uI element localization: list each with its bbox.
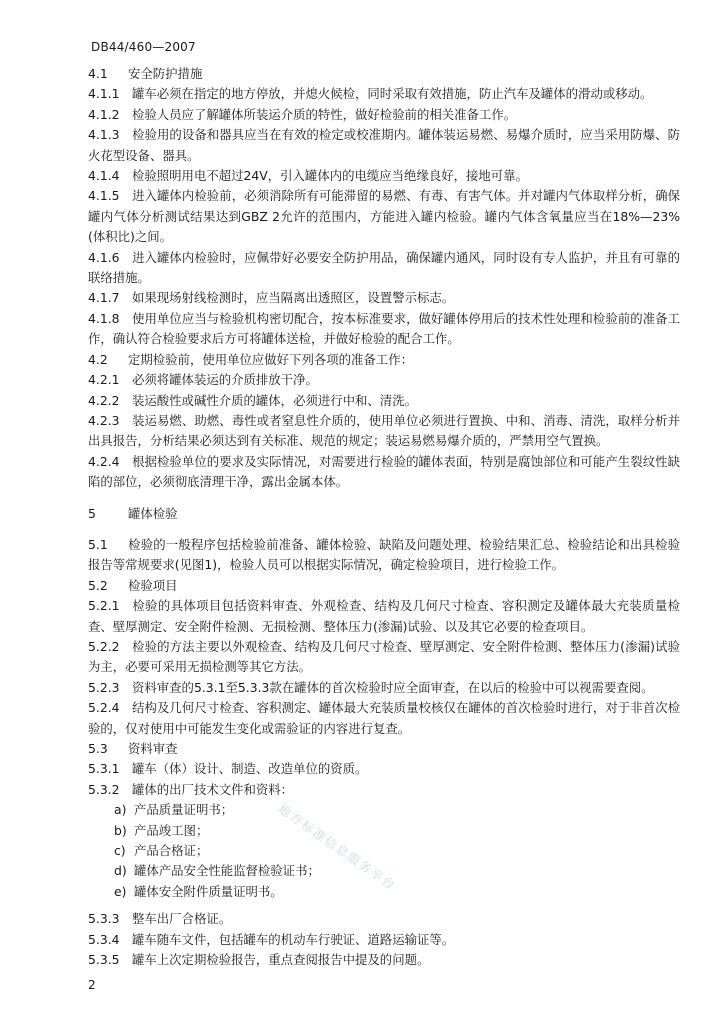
clause-paragraph (88, 637, 680, 678)
list-text: 罐体产品安全性能监督检验证书； (134, 863, 320, 879)
list-text: 产品质量证明书； (134, 802, 234, 818)
standard-code-header: DB44/460—2007 (91, 40, 196, 54)
clause-paragraph (88, 370, 680, 390)
clause-number: 4.1.5 (88, 188, 120, 204)
list-item (88, 800, 680, 820)
clause-paragraph (88, 678, 680, 698)
clause-paragraph (88, 452, 680, 493)
list-marker: c) (114, 843, 126, 859)
clause-number: 4.1.4 (88, 168, 120, 184)
document-body (88, 64, 680, 970)
clause-number: 4.1 (88, 66, 108, 81)
list-marker: a) (114, 802, 127, 818)
list-item (88, 841, 680, 861)
clause-number: 5.2.1 (88, 598, 120, 614)
clause-number: 5.3.2 (88, 781, 120, 797)
clause-paragraph (88, 186, 680, 247)
clause-number: 5.3.3 (88, 911, 120, 927)
list-text: 产品合格证； (134, 843, 209, 859)
clause-text: 如果现场射线检测时，应当隔离出透照区，设置警示标志。 (132, 290, 455, 306)
clause-paragraph (88, 105, 680, 125)
clause-number: 4.1.3 (88, 127, 120, 143)
clause-paragraph (88, 596, 680, 637)
clause-number: 4.1.6 (88, 249, 120, 265)
clause-paragraph (88, 909, 680, 929)
clause-text: 装运酸性或碱性介质的罐体，必须进行中和、清洗。 (132, 392, 417, 408)
clause-text: 结构及几何尺寸检查、容积测定、罐体最大充装质量校核仅在罐体的首次检验时进行，对于非首次检验的，仅对使用中可能发生变化或需验证的内容进行复查。 (88, 700, 680, 736)
clause-text: 检验照明用电不超过24V，引入罐体内的电缆应当绝缘良好，接地可靠。 (132, 168, 528, 184)
clause-paragraph (88, 309, 680, 350)
clause-paragraph (88, 504, 680, 524)
clause-number: 5.3.1 (88, 761, 120, 777)
list-marker: b) (114, 822, 127, 838)
clause-text: 罐车上次定期检验报告，重点查阅报告中提及的问题。 (132, 952, 430, 968)
clause-number: 5.2 (88, 577, 108, 593)
clause-text: 进入罐体内检验时，应佩带好必要安全防护用品，确保罐内通风，同时设有专人监护，并且有可靠的联络措施。 (88, 249, 680, 286)
clause-number: 4.2.4 (88, 453, 120, 469)
clause-text: 检验的具体项目包括资料审查、外观检查、结构及几何尺寸检查、容积测定及罐体最大充装质量检查、壁厚测定、安全附件检测、无损检测、整体压力(渗漏)试验、以及其它必要的检查项目。 (88, 598, 680, 634)
clause-paragraph (88, 950, 680, 970)
clause-paragraph (88, 698, 680, 739)
clause-number: 5.2.4 (88, 700, 120, 716)
list-marker: d) (114, 863, 127, 879)
page-number: 2 (88, 978, 96, 992)
clause-paragraph (88, 166, 680, 186)
clause-number: 5.3.4 (88, 931, 120, 947)
clause-number: 4.1.7 (88, 290, 120, 306)
clause-text: 检验用的设备和器具应当在有效的检定或校准期内。罐体装运易燃、易爆介质时，应当采用防爆、防火花型设备、器具。 (88, 127, 680, 163)
list-item (88, 821, 680, 841)
clause-number: 5.2.2 (88, 638, 120, 654)
clause-paragraph (88, 576, 680, 596)
clause-paragraph (88, 739, 680, 759)
clause-text: 必须将罐体装运的介质排放干净。 (132, 372, 318, 388)
clause-paragraph (88, 350, 680, 370)
clause-heading: 检验的一般程序包括检验前准备、罐体检验、缺陷及问题处理、检验结果汇总、检验结论和出具检验报告等常规要求(见图1)，检验人员可以根据实际情况，确定检验项目，进行检验工作。 (88, 536, 680, 573)
clause-text: 罐车（体）设计、制造、改造单位的资质。 (132, 761, 368, 777)
clause-paragraph (88, 391, 680, 411)
list-marker: e) (114, 883, 127, 899)
clause-text: 资料审查的5.3.1至5.3.3款在罐体的首次检验时应全面审查，在以后的检验中可以视需要查阅。 (132, 679, 654, 695)
clause-paragraph (88, 64, 680, 84)
clause-text: 检验的方法主要以外观检查、结构及几何尺寸检查、壁厚测定、安全附件检测、整体压力(渗漏)试验为主，必要可采用无损检测等其它方法。 (88, 638, 680, 675)
clause-number: 4.2.3 (88, 412, 120, 428)
clause-paragraph (88, 125, 680, 166)
clause-text: 根据检验单位的要求及实际情况，对需要进行检验的罐体表面，特别是腐蚀部位和可能产生裂纹性缺陷的部位，必须彻底清理干净，露出金属本体。 (88, 453, 680, 490)
clause-number: 5.2.3 (88, 679, 120, 695)
list-text: 罐体安全附件质量证明书。 (134, 883, 283, 899)
clause-heading: 定期检验前，使用单位应做好下列各项的准备工作： (128, 351, 413, 367)
clause-number: 4.2.2 (88, 392, 120, 408)
clause-heading: 安全防护措施 (128, 66, 203, 81)
clause-text: 装运易燃、助燃、毒性或者窒息性介质的，使用单位必须进行置换、中和、消毒、清洗，取样分析并出具报告，分析结果必须达到有关标准、规范的规定；装运易燃易爆介质的，严禁用空气置换。 (88, 412, 680, 449)
clause-paragraph (88, 535, 680, 576)
clause-text: 检验人员应了解罐体所装运介质的特性，做好检验前的相关准备工作。 (132, 106, 517, 122)
clause-text: 进入罐体内检验前，必须消除所有可能滞留的易燃、有毒、有害气体。并对罐内气体取样分析，确保罐内气体分析测试结果达到GBZ 2允许的范围内，方能进入罐内检验。罐内气体含氧量应当在18%—23%(体积比)之间。 (88, 188, 680, 245)
clause-text: 整车出厂合格证。 (132, 911, 232, 927)
clause-number: 4.1.2 (88, 106, 120, 122)
clause-text: 罐车随车文件，包括罐车的机动车行驶证、道路运输证等。 (132, 931, 455, 947)
clause-number: 5.3 (88, 741, 108, 756)
watermark-text: 地方标准信息服务平台 (275, 801, 399, 894)
clause-text: 使用单位应当与检验机构密切配合，按本标准要求，做好罐体停用后的技术性处理和检验前的准备工作，确认符合检验要求后方可将罐体送检，并做好检验的配合工作。 (88, 310, 680, 347)
clause-text: 罐车必须在指定的地方停放，并熄火候检，同时采取有效措施，防止汽车及罐体的滑动或移动。 (132, 86, 653, 102)
clause-paragraph (88, 930, 680, 950)
clause-number: 4.1.1 (88, 86, 120, 102)
clause-heading: 检验项目 (128, 577, 178, 593)
clause-heading: 罐体检验 (128, 505, 178, 521)
clause-text: 罐体的出厂技术文件和资料： (132, 781, 294, 797)
clause-paragraph (88, 248, 680, 289)
clause-paragraph (88, 288, 680, 308)
clause-number: 5.3.5 (88, 952, 120, 968)
clause-number: 5.1 (88, 536, 108, 552)
clause-paragraph (88, 780, 680, 800)
clause-number: 5 (88, 505, 96, 521)
list-text: 产品竣工图； (134, 822, 209, 838)
clause-number: 4.2 (88, 351, 108, 367)
clause-paragraph (88, 411, 680, 452)
clause-number: 4.2.1 (88, 372, 120, 388)
clause-paragraph (88, 84, 680, 104)
clause-number: 4.1.8 (88, 310, 120, 326)
clause-heading: 资料审查 (128, 741, 178, 756)
clause-paragraph (88, 759, 680, 779)
